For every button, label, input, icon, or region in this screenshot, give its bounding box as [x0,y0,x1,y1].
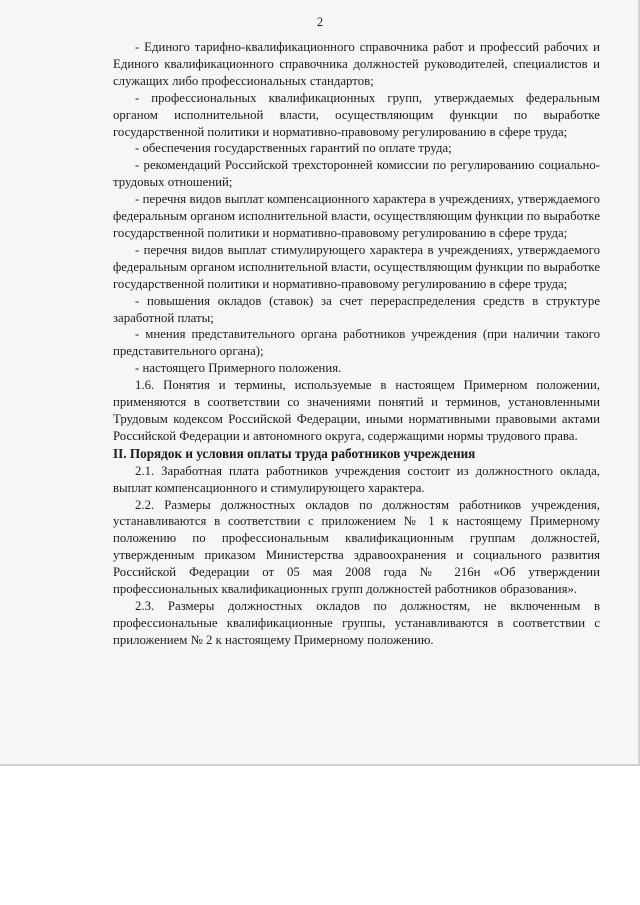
page-number: 2 [316,15,324,29]
section-heading: II. Порядок и условия оплаты труда работников учреждения [113,445,476,461]
document-body [113,39,600,649]
list-item: - повышения окладов (ставок) за счет перераспределения средств в структуре заработной платы; [113,293,600,325]
list-item: - обеспечения государственных гарантий по оплате труда; [135,141,452,156]
paragraph-2-2: 2.2. Размеры должностных окладов по должностям работников учреждения, устанавливаются в соответствии с приложением № 1 к настоящему Примерному положению по профессиональным квалификационным группам должностей, утвержденным приказом Министерства здравоохранения и социального развития Российской Федерации от 05 мая 2008 года № 216н «Об утверждении профессиональных квалификационных групп должностей работников образования». [113,497,600,597]
paragraph-1-6: 1.6. Понятия и термины, используемые в настоящем Примерном положении, применяются в соответствии со значениями понятий и терминов, установленными Трудовым кодексом Российской Федерации, иными нормативными правовыми актами Российской Федерации и автономного округа, содержащими нормы трудового права. [113,378,600,443]
list-item: - мнения представительного органа работников учреждения (при наличии такого представительного органа); [113,327,600,359]
list-item: - перечня видов выплат стимулирующего характера в учреждениях, утверждаемого федеральным органом исполнительной власти, осуществляющим функции по выработке государственной политики и нормативно-правовому регулированию в сфере труда; [113,242,600,291]
list-item: - профессиональных квалификационных групп, утверждаемых федеральным органом исполнительной власти, осуществляющим функции по выработке государственной политики и нормативно-правовому регулированию в сфере труда; [113,90,600,139]
list-item: - настоящего Примерного положения. [135,361,342,376]
paragraph-2-3: 2.3. Размеры должностных окладов по должностям, не включенным в профессиональные квалификационные группы, устанавливаются в соответствии с приложением № 2 к настоящему Примерному положению. [113,599,600,647]
list-item: - Единого тарифно-квалификационного справочника работ и профессий рабочих и Единого квалификационного справочника должностей руководителей, специалистов и служащих либо профессиональных стандартов; [113,40,600,88]
paragraph-2-1: 2.1. Заработная плата работников учреждения состоит из должностного оклада, выплат компенсационного и стимулирующего характера. [113,463,600,495]
list-item: - рекомендаций Российской трехсторонней комиссии по регулированию социально-трудовых отношений; [113,158,600,190]
list-item: - перечня видов выплат компенсационного характера в учреждениях, утверждаемого федеральным органом исполнительной власти, осуществляющим функции по выработке государственной политики и нормативно-правовому регулированию в сфере труда; [113,192,600,240]
